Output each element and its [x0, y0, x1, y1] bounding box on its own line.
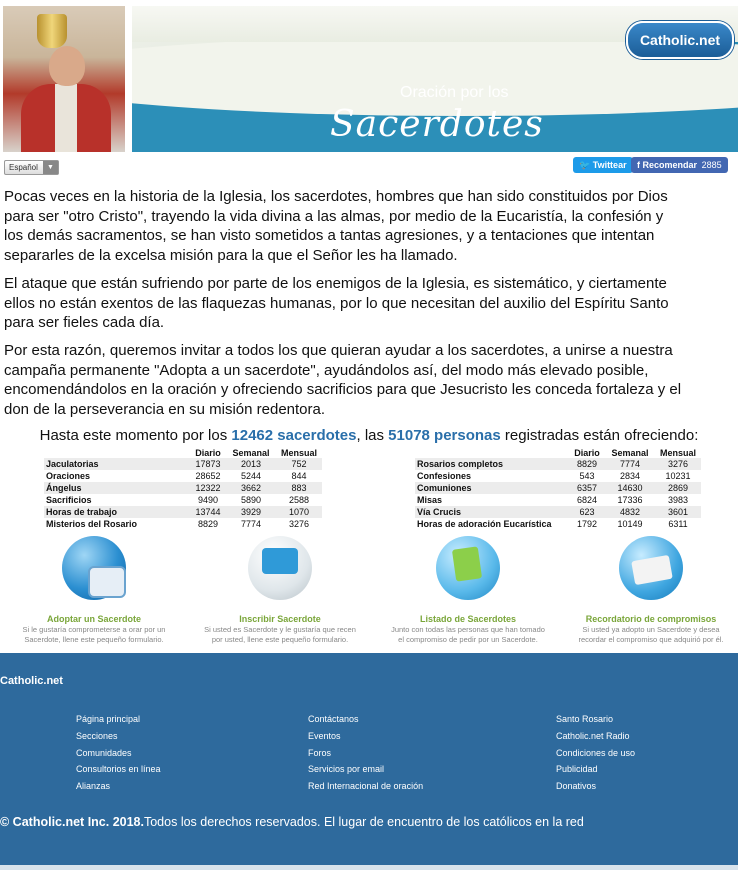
column-header: Semanal — [611, 447, 649, 458]
stat-label: Sacrificios — [46, 495, 92, 505]
footer-link[interactable]: Donativos — [556, 781, 597, 792]
column-header: Mensual — [659, 447, 696, 458]
register-priest-action[interactable] — [190, 536, 370, 645]
footer-link[interactable]: Condiciones de uso — [556, 747, 636, 758]
action-title[interactable]: Recordatorio de compromisos — [585, 614, 717, 624]
stat-weekly: 3929 — [226, 506, 276, 518]
catholic-net-logo[interactable]: Catholic.net — [626, 21, 734, 59]
copyright-bold: © Catholic.net Inc. 2018. — [0, 815, 144, 829]
column-header: Diario — [195, 447, 221, 458]
language-select[interactable] — [4, 160, 59, 175]
twitter-button[interactable] — [573, 157, 633, 173]
paragraph-line: Por esta razón, queremos invitar a todos los que quieran ayudar a los sacerdotes, a unirse a nuestra — [4, 342, 673, 359]
facebook-count: 2885 — [701, 160, 722, 170]
intro-paragraph-3 — [4, 341, 738, 419]
stat-daily: 8829 — [569, 458, 605, 470]
paragraph-line: para ser "otro Cristo", trayendo la vida divina a las almas, por medio de la Eucaristía, la confesión y — [4, 207, 664, 225]
stats-row — [44, 482, 322, 494]
footer-link[interactable]: Servicios por email — [308, 764, 385, 775]
action-description — [190, 625, 370, 645]
stats-row — [415, 458, 701, 470]
action-title[interactable]: Adoptar un Sacerdote — [46, 614, 141, 624]
priest-photo — [3, 6, 125, 152]
stat-monthly: 3983 — [667, 495, 689, 505]
stat-monthly: 3276 — [655, 458, 701, 470]
site-footer — [0, 653, 738, 870]
action-description-line: el compromiso de pedir por un Sacerdote. — [398, 635, 538, 644]
paragraph-line: campaña permanente "Adopta a un sacerdote", ayudándolos así, del modo más elevado posible, — [4, 361, 649, 379]
stat-label: Misas — [417, 495, 443, 505]
facebook-icon: f — [637, 160, 640, 170]
summary-suffix: registradas están ofreciendo: — [500, 427, 699, 444]
footer-link[interactable]: Catholic.net Radio — [556, 730, 630, 741]
footer-link[interactable]: Secciones — [76, 730, 118, 741]
stat-daily: 13744 — [190, 506, 226, 518]
stat-label: Jaculatorias — [44, 458, 190, 470]
action-title[interactable]: Listado de Sacerdotes — [419, 614, 517, 624]
banner-subtitle: Oración por los — [400, 84, 509, 101]
copyright-text: Todos los derechos reservados. El lugar de encuentro de los católicos en la red — [143, 815, 584, 829]
banner-title: Sacerdotes — [330, 104, 544, 145]
footer-link[interactable]: Publicidad — [556, 764, 598, 775]
footer-bottom-bar — [0, 865, 738, 870]
stats-row — [44, 470, 322, 482]
stat-daily: 12322 — [190, 482, 226, 494]
stats-row — [415, 494, 701, 506]
stats-row — [44, 494, 322, 506]
footer-link[interactable]: Eventos — [308, 730, 341, 741]
paragraph-line: El ataque que están sufriendo por parte de los enemigos de la Iglesia, es sistemático, y ciertamente — [4, 275, 667, 292]
stats-row — [415, 506, 701, 518]
paragraph-line: ellos no están exentos de las flaquezas humanas, por lo que necesitan del auxilio del Espíritu Santo — [4, 294, 669, 312]
intro-paragraph-2 — [4, 274, 738, 333]
chalice-icon — [37, 14, 67, 48]
header-banner — [132, 6, 738, 152]
footer-link[interactable]: Consultorios en línea — [76, 764, 161, 775]
stat-monthly: 3276 — [288, 519, 310, 529]
footer-brand: Catholic.net — [0, 675, 63, 687]
facebook-recommend-button[interactable] — [631, 157, 728, 173]
stat-daily: 8829 — [197, 519, 219, 529]
paragraph-line: los demás sacramentos, se han visto sometidos a tantas agresiones, y a tentaciones que intentan — [4, 227, 655, 244]
intro-paragraph-1 — [4, 187, 738, 265]
action-description — [4, 625, 184, 645]
stat-label: Rosarios completos — [415, 458, 569, 470]
stat-monthly: 2869 — [655, 482, 701, 494]
stats-row — [44, 458, 322, 470]
facebook-label: Recomendar — [642, 160, 698, 170]
stats-table-left — [44, 447, 322, 530]
action-description-line: recordar el compromiso que adquirió por él. — [578, 635, 724, 644]
stat-monthly: 844 — [291, 471, 307, 481]
stat-label: Oraciones — [46, 471, 91, 481]
document-icon[interactable] — [436, 536, 500, 600]
stat-weekly: 4832 — [605, 506, 655, 518]
paragraph-line: encomendándolos en la oración y ofreciendo sacrificios para que Jesucristo les conceda fortaleza y el — [4, 381, 682, 398]
stat-label: Confesiones — [417, 471, 472, 481]
stat-weekly: 2834 — [619, 471, 641, 481]
summary-line — [0, 427, 738, 444]
language-label: Español — [9, 163, 38, 172]
footer-links-col-3 — [556, 711, 635, 795]
stat-daily: 17873 — [190, 458, 226, 470]
action-description — [564, 625, 738, 645]
mail-icon[interactable] — [619, 536, 683, 600]
stats-row — [44, 506, 322, 518]
stat-label: Comuniones — [415, 482, 569, 494]
stats-row — [44, 518, 322, 530]
stats-table-right — [415, 447, 701, 530]
stat-daily: 6824 — [576, 495, 598, 505]
action-description-line: Si usted ya adopto un Sacerdote y desea — [582, 625, 720, 634]
stat-label: Vía Crucis — [415, 506, 569, 518]
stat-weekly: 10149 — [617, 519, 643, 529]
stat-label: Horas de trabajo — [44, 506, 190, 518]
stat-monthly: 6311 — [668, 519, 688, 529]
footer-link[interactable]: Foros — [308, 747, 332, 758]
action-description — [378, 625, 558, 645]
stats-row — [415, 518, 701, 530]
paragraph-line: separarles de la excelsa misión para la que el Señor les ha llamado. — [4, 246, 458, 264]
stat-daily: 1792 — [576, 519, 598, 529]
action-description-line: Sacerdote, llene este pequeño formulario. — [24, 635, 164, 644]
computer-icon[interactable] — [248, 536, 312, 600]
stat-weekly: 17336 — [617, 495, 643, 505]
stat-daily: 9490 — [197, 495, 219, 505]
stat-monthly: 3601 — [655, 506, 701, 518]
footer-link[interactable]: Página principal — [76, 714, 141, 724]
chevron-down-icon: ▼ — [43, 161, 58, 174]
priests-count: 12462 sacerdotes — [231, 427, 357, 444]
column-header: Diario — [574, 447, 600, 458]
action-description-line: Junto con todas las personas que han tomado — [391, 625, 545, 634]
footer-link[interactable]: Comunidades — [76, 747, 132, 758]
twitter-label: Twittear — [592, 160, 627, 170]
action-description-line: por usted, llene este pequeño formulario. — [211, 635, 349, 644]
action-title[interactable]: Inscribir Sacerdote — [239, 614, 321, 624]
stat-daily: 6357 — [569, 482, 605, 494]
page-header — [0, 0, 738, 153]
stat-monthly: 2588 — [288, 495, 310, 505]
priest-list-action[interactable] — [378, 536, 558, 645]
globe-computer-icon[interactable] — [62, 536, 126, 600]
paragraph-line: para ser fieles cada día. — [4, 314, 165, 331]
stat-daily: 623 — [569, 506, 605, 518]
stat-label: Ángelus — [44, 482, 190, 494]
stat-weekly: 14630 — [605, 482, 655, 494]
stat-weekly: 7774 — [240, 519, 262, 529]
stats-row — [415, 482, 701, 494]
column-header: Mensual — [280, 447, 317, 458]
stat-daily: 543 — [579, 471, 595, 481]
stat-monthly: 10231 — [665, 471, 691, 481]
stat-label: Horas de adoración Eucarística — [417, 519, 552, 529]
people-count: 51078 personas — [388, 427, 501, 444]
footer-link[interactable]: Contáctanos — [308, 714, 359, 724]
stat-weekly: 5244 — [240, 471, 262, 481]
summary-middle: , las — [356, 427, 389, 444]
stat-weekly: 5890 — [240, 495, 262, 505]
stats-row — [415, 470, 701, 482]
footer-links-col-2 — [308, 711, 423, 795]
action-description-line: Si usted es Sacerdote y le gustaría que recen — [204, 625, 356, 634]
stat-weekly: 3662 — [226, 482, 276, 494]
stat-weekly: 2013 — [226, 458, 276, 470]
stat-label: Misterios del Rosario — [46, 519, 138, 529]
footer-link[interactable]: Red Internacional de oración — [308, 781, 424, 792]
column-header: Semanal — [232, 447, 270, 458]
adopt-priest-action[interactable] — [4, 536, 184, 645]
copyright-notice — [0, 813, 600, 831]
stat-monthly: 1070 — [276, 506, 322, 518]
stat-weekly: 7774 — [605, 458, 655, 470]
twitter-icon: 🐦 — [579, 160, 591, 170]
footer-link[interactable]: Alianzas — [76, 781, 111, 792]
footer-link[interactable]: Santo Rosario — [556, 714, 614, 724]
footer-links-col-1 — [76, 711, 161, 795]
summary-prefix: Hasta este momento por los — [39, 427, 232, 444]
paragraph-line: don de la perseverancia en su misión redentora. — [4, 400, 326, 418]
stat-daily: 28652 — [195, 471, 221, 481]
stat-monthly: 752 — [276, 458, 322, 470]
paragraph-line: Pocas veces en la historia de la Iglesia, los sacerdotes, hombres que han sido constituidos por Dios — [4, 188, 668, 205]
action-description-line: Si le gustaría comprometerse a orar por un — [22, 625, 166, 634]
stat-monthly: 883 — [276, 482, 322, 494]
commitment-reminder-action[interactable] — [564, 536, 738, 645]
